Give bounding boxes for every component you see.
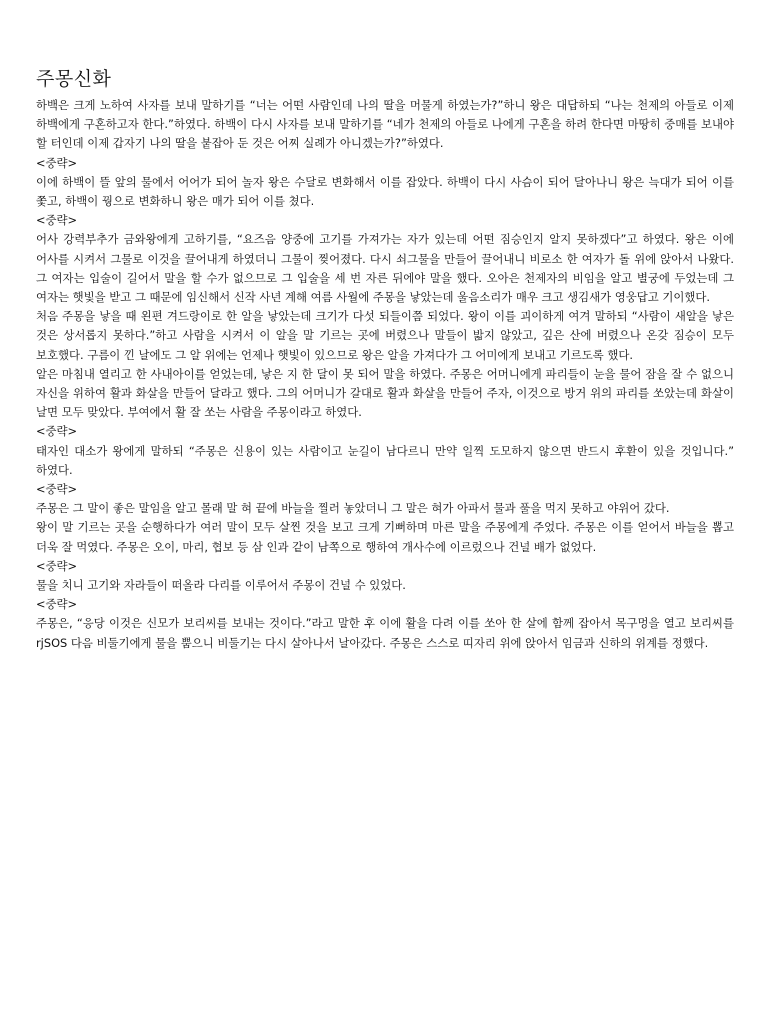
paragraph: 태자인 대소가 왕에게 말하되 “주몽은 신용이 있는 사람이고 눈길이 남다르니 만약 일찍 도모하지 않으면 반드시 후환이 있을 것입니다.” 하였다. bbox=[36, 443, 734, 477]
paragraph: 어사 강력부추가 금와왕에게 고하기를, “요즈음 양중에 고기를 가져가는 자가 있는데 어떤 짐승인지 알지 못하겠다”고 하였다. 왕은 이에 어사를 시켜서 그물로 이것을 끌어내게 하였더니 그물이 찢어졌다. 다시 쇠그물을 만들어 끌어내니 비로소 한 여자가 돌 위에 앉아서 나왔다. 그 여자는 입술이 길어서 말을 할 수가 없으므로 그 입술을 세 번 자른 뒤에야 말을 했다. 오아은 천제자의 비임을 알고 별궁에 두었는데 그 여자는 햇빛을 받고 그 때문에 임신해서 신작 사년 계해 여름 사월에 주몽을 낳았는데 울음소리가 매우 크고 생김새가 영웅답고 기이했다. bbox=[36, 232, 734, 305]
omission-marker: <중략> bbox=[36, 558, 78, 573]
omission-marker: <중략> bbox=[36, 213, 78, 228]
paragraph: 하백은 크게 노하여 사자를 보내 말하기를 “너는 어떤 사람인데 나의 딸을 머물게 하였는가?”하니 왕은 대답하되 “나는 천제의 아들로 이제 하백에게 구혼하고자 한다.”하였다. 하백이 다시 사자를 보내 말하기를 “네가 천제의 아들로 나에게 구혼을 하려 한다면 마땅히 중매를 보내야 할 터인데 이제 갑자기 나의 딸을 붙잡아 둔 것은 어찌 실례가 아니겠는가?”하였다. bbox=[36, 98, 734, 151]
omission-marker: <중략> bbox=[36, 482, 78, 497]
paragraph: 주몽은 그 말이 좋은 말임을 알고 몰래 말 혀 끝에 바늘을 찔러 놓았더니 그 말은 혀가 아파서 물과 풀을 먹지 못하고 야위어 갔다. bbox=[36, 501, 670, 516]
paragraph: 주몽은, “응당 이것은 신모가 보리씨를 보내는 것이다.”라고 말한 후 이에 활을 다려 이를 쏘아 한 살에 함께 잡아서 목구멍을 열고 보리씨를 rjSOS 다음 비둘기에게 물을 뿜으니 비둘기는 다시 살아나서 날아갔다. 주몽은 스스로 띠자리 위에 앉아서 임금과 신하의 위계를 정했다. bbox=[36, 616, 734, 650]
paragraph: 처음 주몽을 낳을 때 왼편 겨드랑이로 한 알을 낳았는데 크기가 다섯 되들이쯤 되었다. 왕이 이를 괴이하게 여겨 말하되 “사람이 새알을 낳은 것은 상서롭지 못하다.”하고 사람을 시켜서 이 알을 말 기르는 곳에 버렸으나 말들이 밟지 않았고, 깊은 산에 버렸으나 온갖 짐승이 모두 보호했다. 구름이 낀 날에도 그 알 위에는 언제나 햇빛이 있으므로 왕은 알을 가져다가 그 어미에게 보내고 기르도록 했다. bbox=[36, 309, 734, 362]
omission-marker: <중략> bbox=[36, 597, 78, 612]
paragraph: 이에 하백이 뜰 앞의 물에서 어어가 되어 놀자 왕은 수달로 변화해서 이를 잡았다. 하백이 다시 사슴이 되어 달아나니 왕은 늑대가 되어 이를 쫓고, 하백이 꿩으로 변화하니 왕은 매가 되어 이를 쳤다. bbox=[36, 174, 734, 209]
omission-marker: <중략> bbox=[36, 155, 78, 170]
paragraph: 왕이 말 기르는 곳을 순행하다가 여러 말이 모두 살찐 것을 보고 크게 기뻐하며 마른 말을 주몽에게 주었다. 주몽은 이를 얻어서 바늘을 뽑고 더욱 잘 먹였다. 주몽은 오이, 마리, 협보 등 삼 인과 같이 남쪽으로 행하여 개사수에 이르렀으나 건널 배가 없었다. bbox=[36, 520, 734, 554]
omission-marker: <중략> bbox=[36, 424, 78, 439]
paragraph: 물을 치니 고기와 자라들이 떠올라 다리를 이루어서 주몽이 건널 수 있었다. bbox=[36, 578, 406, 593]
document-title: 주몽신화 bbox=[36, 68, 112, 90]
paragraph: 알은 마침내 열리고 한 사내아이를 얻었는데, 낳은 지 한 달이 못 되어 말을 하였다. 주몽은 어머니에게 파리들이 눈을 물어 잠을 잘 수 없으니 자신을 위하여 활과 화살을 만들어 달라고 했다. 그의 어머니가 갈대로 활과 화살을 만들어 주자, 이것으로 방거 위의 파리를 쏘았는데 화살이 날면 모두 맞았다. 부여에서 활 잘 쏘는 사람을 주몽이라고 하였다. bbox=[36, 366, 734, 420]
document-page bbox=[36, 66, 734, 653]
